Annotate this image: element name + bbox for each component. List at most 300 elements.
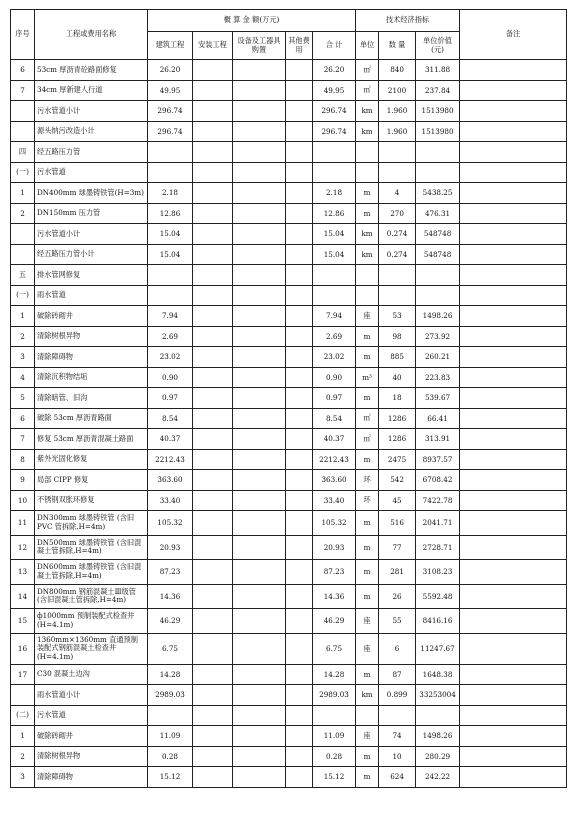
cell-name: 经五路压力管: [35, 142, 148, 163]
cell-remark: [460, 767, 567, 788]
cell-seq: 7: [11, 80, 35, 101]
cell-equipment: [233, 388, 286, 409]
cell-unit: m: [356, 584, 379, 609]
cell-equipment: [233, 535, 286, 560]
cell-remark: [460, 449, 567, 470]
cell-remark: [460, 609, 567, 634]
cell-unit: 座: [356, 633, 379, 664]
cell-construction: 14.28: [148, 664, 193, 685]
cell-qty: 98: [379, 326, 416, 347]
table-row: [11, 408, 567, 429]
cell-unit: m: [356, 388, 379, 409]
cell-other: [286, 470, 313, 491]
cell-remark: [460, 244, 567, 265]
cell-install: [193, 80, 233, 101]
cell-seq: [11, 244, 35, 265]
table-row: [11, 162, 567, 183]
cell-other: [286, 162, 313, 183]
cell-total: [313, 265, 356, 286]
cell-unit-value: 5592.48: [416, 584, 460, 609]
cell-qty: 1286: [379, 408, 416, 429]
cell-qty: 10: [379, 746, 416, 767]
cell-qty: [379, 285, 416, 306]
cell-total: 2.69: [313, 326, 356, 347]
cell-unit: [356, 142, 379, 163]
cell-unit-value: 6708.42: [416, 470, 460, 491]
cell-unit: ㎡: [356, 60, 379, 81]
cell-unit: m: [356, 203, 379, 224]
cell-unit: m: [356, 347, 379, 368]
cell-qty: 40: [379, 367, 416, 388]
cell-qty: 2475: [379, 449, 416, 470]
table-row: [11, 80, 567, 101]
cell-seq: 10: [11, 490, 35, 511]
cell-total: 49.95: [313, 80, 356, 101]
cell-remark: [460, 584, 567, 609]
cell-name: C30 混凝土边沟: [35, 664, 148, 685]
cell-name: 雨水管道小计: [35, 685, 148, 706]
cell-construction: [148, 162, 193, 183]
cell-seq: [11, 121, 35, 142]
cell-equipment: [233, 633, 286, 664]
cell-unit: m: [356, 183, 379, 204]
cell-construction: [148, 285, 193, 306]
cell-remark: [460, 326, 567, 347]
table-row: [11, 767, 567, 788]
cell-install: [193, 101, 233, 122]
cell-equipment: [233, 511, 286, 536]
header-unit: 单位: [356, 32, 379, 60]
cell-construction: [148, 142, 193, 163]
cell-remark: [460, 121, 567, 142]
cell-total: 0.97: [313, 388, 356, 409]
cell-equipment: [233, 224, 286, 245]
cell-remark: [460, 142, 567, 163]
cell-unit-value: 242.22: [416, 767, 460, 788]
cell-install: [193, 203, 233, 224]
cell-qty: [379, 162, 416, 183]
cell-equipment: [233, 429, 286, 450]
cell-unit-value: 1498.26: [416, 726, 460, 747]
cell-install: [193, 511, 233, 536]
cell-other: [286, 609, 313, 634]
cell-construction: 26.20: [148, 60, 193, 81]
cell-qty: 6: [379, 633, 416, 664]
cell-total: 23.02: [313, 347, 356, 368]
cell-unit: m: [356, 535, 379, 560]
cell-other: [286, 767, 313, 788]
cell-remark: [460, 511, 567, 536]
cell-unit-value: 2728.71: [416, 535, 460, 560]
cell-seq: 四: [11, 142, 35, 163]
cell-construction: 15.04: [148, 244, 193, 265]
cell-remark: [460, 224, 567, 245]
cell-other: [286, 326, 313, 347]
table-row: [11, 203, 567, 224]
cell-name: 清除暗管、旧沟: [35, 388, 148, 409]
cell-unit: m: [356, 767, 379, 788]
cell-name: 紫外光固化修复: [35, 449, 148, 470]
cell-unit: km: [356, 101, 379, 122]
cell-install: [193, 470, 233, 491]
cell-install: [193, 449, 233, 470]
header-total: 合 计: [313, 32, 356, 60]
cell-remark: [460, 746, 567, 767]
cell-unit: 环: [356, 470, 379, 491]
cell-construction: 49.95: [148, 80, 193, 101]
cell-remark: [460, 265, 567, 286]
cell-equipment: [233, 80, 286, 101]
cell-unit-value: 311.88: [416, 60, 460, 81]
header-qty: 数 量: [379, 32, 416, 60]
table-row: [11, 388, 567, 409]
cell-seq: 1: [11, 183, 35, 204]
cell-name: 破除砖砌井: [35, 306, 148, 327]
cell-construction: 296.74: [148, 121, 193, 142]
header-estimate-group: 概 算 金 额(万元): [148, 10, 356, 32]
table-row: [11, 685, 567, 706]
cell-seq: 五: [11, 265, 35, 286]
cell-unit-value: [416, 162, 460, 183]
cell-equipment: [233, 560, 286, 585]
cell-unit-value: 8937.57: [416, 449, 460, 470]
cell-unit: ㎡: [356, 80, 379, 101]
cell-install: [193, 609, 233, 634]
cell-equipment: [233, 449, 286, 470]
header-other: 其他费用: [286, 32, 313, 60]
cell-install: [193, 347, 233, 368]
cell-other: [286, 203, 313, 224]
cell-other: [286, 388, 313, 409]
cell-construction: 20.93: [148, 535, 193, 560]
cell-name: 排水管网修复: [35, 265, 148, 286]
cell-qty: 18: [379, 388, 416, 409]
table-row: [11, 584, 567, 609]
cell-qty: 0.274: [379, 224, 416, 245]
cell-install: [193, 306, 233, 327]
cell-seq: [11, 224, 35, 245]
cell-equipment: [233, 685, 286, 706]
cell-unit-value: 260.21: [416, 347, 460, 368]
cell-other: [286, 285, 313, 306]
cell-remark: [460, 429, 567, 450]
cell-other: [286, 511, 313, 536]
cell-name: 经五路压力管小计: [35, 244, 148, 265]
cell-name: 清除障碍物: [35, 347, 148, 368]
cell-other: [286, 101, 313, 122]
table-row: [11, 429, 567, 450]
cell-remark: [460, 470, 567, 491]
cell-construction: 2212.43: [148, 449, 193, 470]
cell-other: [286, 685, 313, 706]
cell-remark: [460, 490, 567, 511]
cell-unit: [356, 162, 379, 183]
cell-unit-value: 3108.23: [416, 560, 460, 585]
cell-unit-value: 476.31: [416, 203, 460, 224]
cell-total: 87.23: [313, 560, 356, 585]
cell-construction: 14.36: [148, 584, 193, 609]
cell-qty: 2100: [379, 80, 416, 101]
cell-other: [286, 490, 313, 511]
cell-equipment: [233, 490, 286, 511]
cell-remark: [460, 306, 567, 327]
cell-total: 7.94: [313, 306, 356, 327]
cell-seq: 2: [11, 326, 35, 347]
cell-remark: [460, 60, 567, 81]
cell-name: 修复 53cm 厚沥青混凝土路面: [35, 429, 148, 450]
cell-seq: 16: [11, 633, 35, 664]
cell-construction: 23.02: [148, 347, 193, 368]
cell-qty: 885: [379, 347, 416, 368]
cell-total: 0.90: [313, 367, 356, 388]
table-row: [11, 224, 567, 245]
cell-unit-value: [416, 265, 460, 286]
cell-seq: 15: [11, 609, 35, 634]
cell-unit-value: [416, 285, 460, 306]
cell-remark: [460, 664, 567, 685]
cell-unit-value: 1498.26: [416, 306, 460, 327]
cell-remark: [460, 203, 567, 224]
cell-construction: 87.23: [148, 560, 193, 585]
cell-unit-value: 66.41: [416, 408, 460, 429]
cell-other: [286, 584, 313, 609]
cell-name: 34cm 厚新建人行道: [35, 80, 148, 101]
cell-install: [193, 746, 233, 767]
cell-unit: 座: [356, 609, 379, 634]
cell-other: [286, 142, 313, 163]
table-row: [11, 705, 567, 726]
cell-unit: km: [356, 244, 379, 265]
cell-other: [286, 429, 313, 450]
cell-seq: (二): [11, 705, 35, 726]
cell-construction: 2.18: [148, 183, 193, 204]
cell-other: [286, 705, 313, 726]
cell-total: 2989.03: [313, 685, 356, 706]
cell-unit-value: 280.29: [416, 746, 460, 767]
table-row: [11, 449, 567, 470]
cell-other: [286, 244, 313, 265]
cell-total: [313, 162, 356, 183]
cell-seq: (一): [11, 285, 35, 306]
table-row: [11, 560, 567, 585]
cell-unit-value: 5438.25: [416, 183, 460, 204]
cell-qty: 281: [379, 560, 416, 585]
cell-install: [193, 584, 233, 609]
cell-other: [286, 224, 313, 245]
cell-total: 105.32: [313, 511, 356, 536]
cell-qty: 53: [379, 306, 416, 327]
cell-remark: [460, 705, 567, 726]
cell-unit: m: [356, 511, 379, 536]
cell-seq: (一): [11, 162, 35, 183]
cell-install: [193, 767, 233, 788]
cell-total: 33.40: [313, 490, 356, 511]
cell-equipment: [233, 408, 286, 429]
table-row: [11, 347, 567, 368]
cell-equipment: [233, 746, 286, 767]
cell-seq: 12: [11, 535, 35, 560]
cell-install: [193, 490, 233, 511]
table-row: [11, 60, 567, 81]
cell-install: [193, 367, 233, 388]
cell-qty: 270: [379, 203, 416, 224]
cell-equipment: [233, 60, 286, 81]
cell-remark: [460, 80, 567, 101]
cell-construction: 296.74: [148, 101, 193, 122]
cell-unit: [356, 705, 379, 726]
cell-other: [286, 121, 313, 142]
cell-qty: 87: [379, 664, 416, 685]
cell-qty: 77: [379, 535, 416, 560]
cell-total: 12.86: [313, 203, 356, 224]
cell-construction: 363.60: [148, 470, 193, 491]
cell-construction: 2989.03: [148, 685, 193, 706]
cell-remark: [460, 408, 567, 429]
cell-remark: [460, 162, 567, 183]
cell-install: [193, 664, 233, 685]
cell-construction: 6.75: [148, 633, 193, 664]
cell-unit-value: 7422.78: [416, 490, 460, 511]
table-row: [11, 285, 567, 306]
cell-seq: 11: [11, 511, 35, 536]
cell-construction: [148, 705, 193, 726]
cell-construction: 33.40: [148, 490, 193, 511]
estimate-table: [10, 9, 567, 788]
cell-seq: 7: [11, 429, 35, 450]
cell-equipment: [233, 326, 286, 347]
table-row: [11, 101, 567, 122]
cell-unit: m³: [356, 367, 379, 388]
cell-equipment: [233, 767, 286, 788]
cell-total: 15.12: [313, 767, 356, 788]
cell-name: 源头纳污改造小计: [35, 121, 148, 142]
cell-install: [193, 388, 233, 409]
cell-qty: 1.960: [379, 101, 416, 122]
cell-total: 40.37: [313, 429, 356, 450]
cell-qty: 1.960: [379, 121, 416, 142]
cell-total: 2.18: [313, 183, 356, 204]
cell-install: [193, 560, 233, 585]
cell-seq: 1: [11, 306, 35, 327]
cell-install: [193, 429, 233, 450]
cell-remark: [460, 535, 567, 560]
header-equipment: 设备及工器具购置: [233, 32, 286, 60]
table-row: [11, 470, 567, 491]
cell-construction: [148, 265, 193, 286]
cell-equipment: [233, 244, 286, 265]
cell-unit-value: [416, 705, 460, 726]
cell-qty: 45: [379, 490, 416, 511]
cell-other: [286, 306, 313, 327]
cell-other: [286, 408, 313, 429]
cell-total: 2212.43: [313, 449, 356, 470]
cell-name: DN150mm 压力管: [35, 203, 148, 224]
cell-other: [286, 726, 313, 747]
table-row: [11, 367, 567, 388]
cell-equipment: [233, 203, 286, 224]
cell-unit-value: 1513980: [416, 121, 460, 142]
table-row: [11, 726, 567, 747]
cell-install: [193, 244, 233, 265]
cell-seq: 2: [11, 746, 35, 767]
cell-construction: 46.29: [148, 609, 193, 634]
cell-equipment: [233, 367, 286, 388]
cell-total: 46.29: [313, 609, 356, 634]
cell-other: [286, 535, 313, 560]
cell-total: [313, 705, 356, 726]
cell-qty: 0.899: [379, 685, 416, 706]
cell-name: 清除障碍物: [35, 767, 148, 788]
cell-unit: m: [356, 560, 379, 585]
cell-qty: 4: [379, 183, 416, 204]
header-construction: 建筑工程: [148, 32, 193, 60]
cell-other: [286, 60, 313, 81]
header-seq: 序号: [11, 10, 35, 60]
cell-total: 296.74: [313, 101, 356, 122]
cell-unit-value: 1648.38: [416, 664, 460, 685]
cell-name: 清除树根异物: [35, 746, 148, 767]
cell-unit-value: 223.83: [416, 367, 460, 388]
cell-qty: 26: [379, 584, 416, 609]
cell-total: 15.04: [313, 244, 356, 265]
cell-equipment: [233, 306, 286, 327]
cell-construction: 15.12: [148, 767, 193, 788]
cell-install: [193, 705, 233, 726]
cell-construction: 105.32: [148, 511, 193, 536]
cell-seq: 17: [11, 664, 35, 685]
cell-name: 雨水管道: [35, 285, 148, 306]
cell-unit-value: 1513980: [416, 101, 460, 122]
cell-name: 污水管道小计: [35, 224, 148, 245]
cell-construction: 0.97: [148, 388, 193, 409]
cell-unit: 座: [356, 726, 379, 747]
cell-qty: [379, 265, 416, 286]
cell-other: [286, 265, 313, 286]
cell-remark: [460, 726, 567, 747]
cell-install: [193, 60, 233, 81]
cell-unit: [356, 285, 379, 306]
table-row: [11, 326, 567, 347]
cell-name: 53cm 厚沥青砼路面修复: [35, 60, 148, 81]
cell-unit: 环: [356, 490, 379, 511]
cell-remark: [460, 685, 567, 706]
cell-unit-value: 313.91: [416, 429, 460, 450]
cell-construction: 40.37: [148, 429, 193, 450]
cell-unit: km: [356, 685, 379, 706]
cell-other: [286, 664, 313, 685]
cell-total: 8.54: [313, 408, 356, 429]
cell-equipment: [233, 142, 286, 163]
cell-remark: [460, 101, 567, 122]
cell-name: DN400mm 球墨铸铁管(H=3m): [35, 183, 148, 204]
cell-unit: m: [356, 326, 379, 347]
table-header: [11, 10, 567, 60]
cell-name: 污水管道: [35, 162, 148, 183]
header-install: 安装工程: [193, 32, 233, 60]
table-row: [11, 633, 567, 664]
cell-install: [193, 224, 233, 245]
cell-name: ф1000mm 预制装配式检查井(H=4.1m): [35, 609, 148, 634]
cell-unit: km: [356, 121, 379, 142]
cell-unit-value: 539.67: [416, 388, 460, 409]
cell-equipment: [233, 183, 286, 204]
cell-other: [286, 183, 313, 204]
header-name: 工程或费用名称: [35, 10, 148, 60]
cell-remark: [460, 633, 567, 664]
cell-total: 6.75: [313, 633, 356, 664]
cell-unit-value: 8416.16: [416, 609, 460, 634]
cell-seq: 6: [11, 408, 35, 429]
